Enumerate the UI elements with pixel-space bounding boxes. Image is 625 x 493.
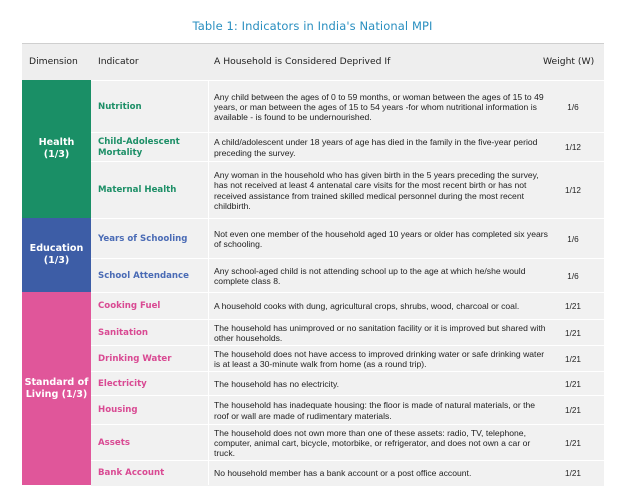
weight-cell: 1/21 [565,302,581,311]
dimension-label: Standard of Living (1/3) [24,376,89,400]
indicator-cell: Child-Adolescent Mortality [98,136,180,158]
indicator-cell: Years of Schooling [98,233,188,244]
deprivation-cell: The household does not have access to improved drinking water or safe drinking water is at least a 30-minute walk from home (as a round trip). [214,348,545,369]
column-divider [208,80,209,485]
dimension-living [22,292,91,485]
weight-cell: 1/21 [565,379,581,389]
dimension-label: Health (1/3) [38,137,75,160]
table-row [91,218,604,259]
indicator-cell: Drinking Water [98,353,172,364]
deprivation-cell: A child/adolescent under 18 years of age has died in the family in the five-year period preceding the survey. [214,137,538,158]
table-row [91,424,604,461]
table-row [91,80,604,133]
table-header [22,43,604,81]
weight-cell: 1/6 [567,234,579,244]
deprivation-cell: Any school-aged child is not attending school up to the age at which he/she would complete class 8. [214,265,526,286]
column-header-weight: Weight (W) [543,56,595,67]
indicator-cell: Cooking Fuel [98,301,161,311]
table-row [91,292,604,320]
deprivation-cell: A household cooks with dung, agricultural crops, shrubs, wood, charcoal or coal. [214,301,520,312]
deprivation-cell: The household has inadequate housing: the floor is made of natural materials, or the roof or wall are made of rudimentary materials. [214,400,536,421]
column-header-indicator: Indicator [98,56,139,67]
table-row [91,460,604,486]
table-row [91,345,604,372]
weight-cell: 1/6 [567,102,579,112]
table-title: Table 1: Indicators in India's National MPI [192,19,433,33]
table-row [91,395,604,425]
dimension-health [22,80,91,218]
deprivation-cell: The household does not own more than one of these assets: radio, TV, telephone, computer, animal cart, bicycle, motorbike, or refrigerator, and does not own a car or truck. [214,427,531,459]
indicator-cell: Assets [98,437,130,448]
weight-cell: 1/21 [565,438,581,448]
weight-cell: 1/6 [567,271,579,281]
weight-cell: 1/21 [565,469,581,478]
column-header-dimension: Dimension [29,56,78,67]
deprivation-cell: Any woman in the household who has given birth in the 5 years preceding the survey, has not received at least 4 antenatal care visits for the most recent birth or has not received assistance from trained skilled medical personnel during the most recent childbirth. [214,170,539,211]
indicator-cell: Electricity [98,378,147,389]
weight-cell: 1/21 [565,354,581,364]
dimension-label: Education (1/3) [29,243,84,266]
weight-cell: 1/12 [565,143,581,152]
column-header-deprived: A Household is Considered Deprived If [214,56,391,67]
deprivation-cell: No household member has a bank account or a post office account. [214,468,472,479]
weight-cell: 1/21 [565,406,581,415]
indicator-cell: Sanitation [98,327,149,338]
deprivation-cell: Any child between the ages of 0 to 59 months, or woman between the ages of 15 to 49 years, or man between the ages of 15 to 54 years -for whom nutritional information is available - is found to be undernourished. [214,91,544,123]
deprivation-cell: The household has unimproved or no sanitation facility or it is improved but shared with other households. [214,322,546,343]
indicator-cell: Housing [98,405,138,415]
indicator-cell: Maternal Health [98,185,177,195]
indicator-cell: Nutrition [98,101,142,112]
deprivation-cell: Not even one member of the household aged 10 years or older has completed six years of schooling. [214,228,548,249]
table-row [91,258,604,293]
indicator-cell: Bank Account [98,468,165,478]
table-row [91,371,604,396]
weight-cell: 1/21 [565,328,581,338]
table-row [91,132,604,162]
dimension-education [22,218,91,292]
indicator-cell: School Attendance [98,270,189,281]
deprivation-cell: The household has no electricity. [214,378,339,389]
table-row [91,319,604,346]
table-row [91,161,604,219]
weight-cell: 1/12 [565,186,581,195]
